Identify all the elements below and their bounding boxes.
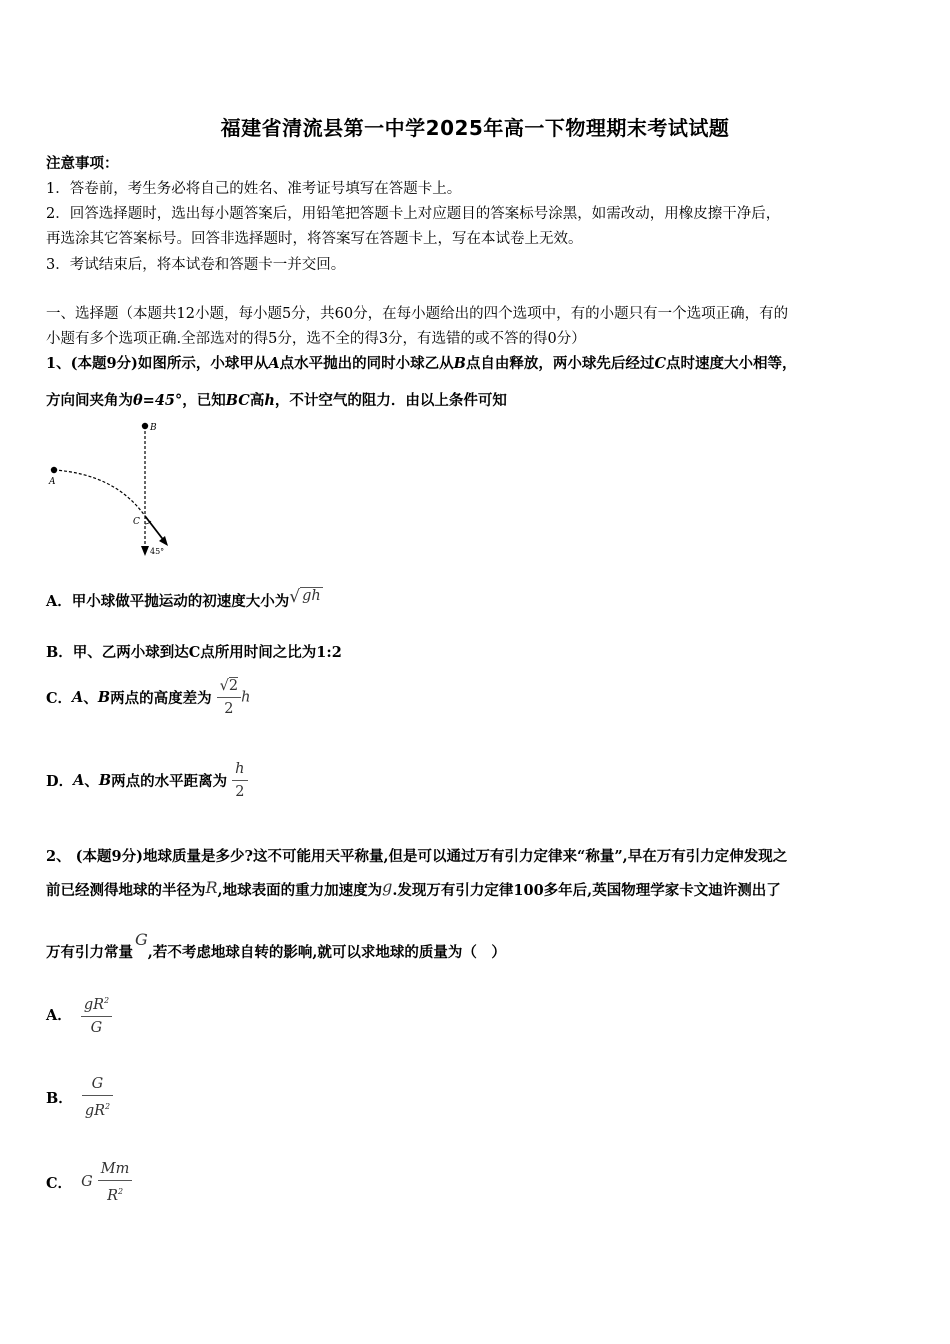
point-b-dot	[142, 423, 148, 429]
sqrt-symbol: √	[289, 587, 301, 607]
point-b: B	[97, 689, 111, 706]
q2-stem-line3	[46, 930, 506, 962]
q2-stem-text: ,若不考虑地球自转的影响,就可以求地球的质量为（ ）	[147, 944, 506, 961]
fraction-numerator	[217, 675, 241, 698]
q1-stem-line1	[46, 352, 796, 373]
q1-stem-text: 点时速度大小相等，	[665, 355, 797, 372]
fraction-sqrt2-over-2	[217, 675, 241, 720]
q2-stem-text: 万有引力常量	[46, 944, 133, 961]
section-heading-line2: 小题有多个选项正确.全部选对的得5分，选不全的得3分，有选错的或不答的得0分）	[46, 331, 586, 347]
q2-stem-line2	[46, 879, 781, 900]
numerator-value: 2	[228, 678, 239, 694]
q1-point-a: A	[268, 355, 280, 372]
q1-option-b	[46, 641, 342, 662]
page-title: 福建省清流县第一中学2025年高一下物理期末考试试题	[220, 116, 730, 140]
q1-option-a	[46, 587, 323, 611]
q2-stem-text: 前已经测得地球的半径为	[46, 882, 206, 899]
q1-stem-text: 高	[249, 392, 265, 409]
notice-item-2: 2．回答选择题时，选出每小题答案后，用铅笔把答题卡上对应题目的答案标号涂黑，如需改动，用橡皮擦干净后，	[46, 206, 781, 222]
option-text: 两点的水平距离为	[111, 773, 228, 790]
fraction-denominator: 2	[224, 701, 234, 717]
option-text: 甲小球做平抛运动的初速度大小为	[71, 593, 290, 610]
exponent: 2	[105, 1102, 111, 1111]
q1-stem-text: (本题9分)如图所示，小球甲从	[70, 355, 269, 372]
q1-angle-value: θ=45°	[133, 392, 183, 409]
fraction-h-over-2	[232, 758, 247, 803]
option-text: 甲、乙两小球到达C点所用时间之比为1:2	[72, 644, 342, 661]
fraction-g-over-gr2	[82, 1073, 113, 1122]
option-letter: B．	[46, 644, 73, 661]
notice-item-1: 1．答卷前，考生务必将自己的姓名、准考证号填写在答题卡上。	[46, 181, 462, 197]
option-letter: D．	[46, 773, 74, 790]
option-letter: C．	[46, 1174, 73, 1192]
q2-option-b	[46, 1073, 113, 1122]
q2-option-c	[46, 1158, 132, 1207]
q1-stem-text: ，不计空气的阻力．由以上条件可知	[274, 392, 507, 409]
option-a-math: gh	[302, 588, 321, 604]
notice-item-2-cont: 再选涂其它答案标号。回答非选择题时，将答案写在答题卡上，写在本试卷上无效。	[46, 231, 583, 247]
q2-option-a	[46, 990, 112, 1039]
fraction-denominator	[82, 1096, 113, 1122]
separator: 、	[83, 690, 98, 707]
option-letter: A．	[46, 1006, 72, 1024]
q1-number: 1、	[46, 355, 71, 372]
radius-var: R	[205, 878, 218, 897]
fraction-numerator: G	[82, 1073, 113, 1096]
point-a: A	[73, 772, 85, 789]
figure-angle-label: 45°	[150, 547, 165, 556]
fraction-numerator: Mm	[98, 1158, 133, 1181]
fraction-denominator: 2	[235, 784, 245, 800]
fraction-denominator: G	[90, 1019, 103, 1036]
q1-stem-line2	[46, 389, 507, 410]
denominator-value: gR	[84, 1102, 106, 1119]
velocity-arrowhead-a	[159, 536, 168, 546]
q2-stem-text: .发现万有引力定律100多年后,英国物理学家卡文迪许测出了	[392, 882, 781, 899]
exponent: 2	[104, 996, 110, 1005]
q1-stem-text: 方向间夹角为	[46, 392, 133, 409]
option-text: 两点的高度差为	[110, 690, 212, 707]
constant-g: G	[81, 1174, 93, 1191]
q1-stem-text: 点自由释放，两小球先后经过	[465, 355, 655, 372]
height-var: h	[241, 689, 251, 706]
fraction-numerator: h	[232, 758, 247, 781]
option-letter: C．	[46, 690, 73, 707]
q1-point-b: B	[453, 355, 466, 372]
point-b: B	[98, 772, 112, 789]
sqrt-symbol: √	[219, 678, 229, 694]
projectile-trajectory	[54, 470, 145, 516]
q1-segment-bc: BC	[225, 392, 250, 409]
q1-height-var: h	[264, 392, 275, 409]
q2-stem-line1: 2、 (本题9分)地球质量是多少?这不可能用天平称量,但是可以通过万有引力定律来“称量”,早在万有引力定伸发现之	[46, 848, 788, 865]
numerator-value: gR	[83, 996, 105, 1013]
exponent: 2	[117, 1187, 124, 1196]
velocity-arrowhead-b	[141, 546, 149, 556]
denominator-value: R	[107, 1187, 118, 1204]
gravitational-constant-var: G	[135, 930, 148, 949]
figure-label-c: C	[133, 517, 140, 527]
fraction-gr2-over-g	[81, 990, 112, 1039]
q1-point-c: C	[654, 355, 666, 372]
q1-option-c	[46, 675, 250, 720]
q1-figure	[40, 418, 180, 563]
figure-label-b: B	[150, 423, 157, 433]
gravity-var: g	[382, 877, 393, 896]
fraction-numerator	[81, 990, 112, 1017]
section-heading-line1: 一、选择题（本题共12小题，每小题5分，共60分，在每小题给出的四个选项中，有的小题只有一个选项正确，有的	[46, 306, 789, 322]
separator: 、	[84, 773, 99, 790]
option-letter: A．	[46, 593, 72, 610]
velocity-arrow-a	[145, 516, 165, 542]
notice-item-3: 3．考试结束后，将本试卷和答题卡一并交回。	[46, 257, 346, 273]
figure-label-a: A	[49, 477, 56, 487]
q1-stem-text: 点水平抛出的同时小球乙从	[279, 355, 454, 372]
notice-heading: 注意事项：	[46, 155, 119, 172]
point-a-dot	[51, 467, 57, 473]
q1-option-d	[46, 758, 248, 803]
point-a: A	[72, 689, 84, 706]
q2-stem-text: ,地球表面的重力加速度为	[217, 882, 383, 899]
q1-stem-text: ，已知	[182, 392, 226, 409]
fraction-denominator	[98, 1181, 133, 1207]
option-letter: B．	[46, 1089, 73, 1107]
fraction-mm-over-r2	[98, 1158, 133, 1207]
